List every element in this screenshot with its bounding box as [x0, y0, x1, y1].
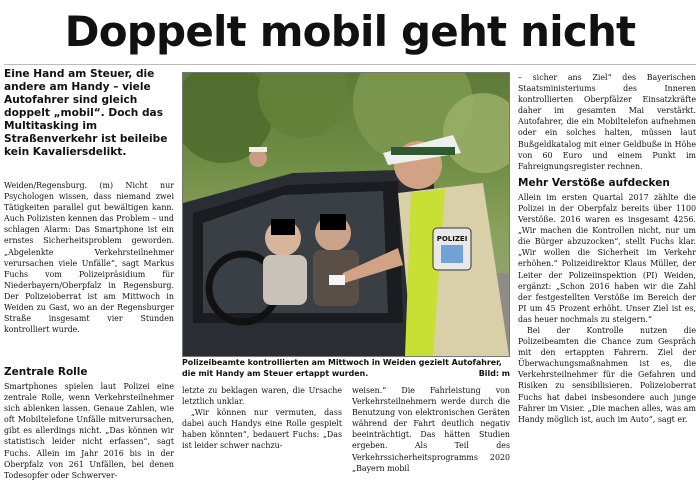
photo-credit: Bild: m	[478, 368, 510, 378]
subhead-mehr-verstoesse: Mehr Verstöße aufdecken	[518, 176, 670, 189]
col3-paragraph: weisen.“ Die Fahrleistung von Verkehrsteilnehmern werde durch die Benutzung von elektronischen Geräten während der Fahrt deutlich negativ beeinträchtigt. Das hätten Studien ergeben. Als Teil des Verkehrssicherheitsprogramms 2020 „Bayern mobil	[352, 386, 510, 473]
intro-paragraph: Weiden/Regensburg. (m) Nicht nur Psychologen wissen, dass niemand zwei Tätigkeiten parallel gut bewältigen kann. Auch Polizisten kennen das Problem – und schlagen Alarm: Das Smartphone ist ein ernstes Sicherheitsproblem geworden. „Abgelenkte Verkehrsteilnehmer verursachen viele Unfälle“, sagt Markus Fuchs vom Polizeipräsidium für Niederbayern/Oberpfalz in Regensburg. Der Polizeioberrat ist am Mittwoch in Weiden zu Gast, wo an der Regensburger Straße insgesamt vier Stunden kontrolliert wurde.	[4, 181, 174, 335]
col2-paragraph: letzte zu beklagen waren, die Ursache letztlich unklar.	[182, 386, 342, 407]
lead-paragraph: Eine Hand am Steuer, die andere am Handy – viele Autofahrer sind gleich doppelt „mobil“. Doch das Multitasking im Straßenverkehr ist beileibe kein Kavaliersdelikt.	[4, 68, 168, 158]
column-4	[518, 72, 696, 425]
section2-paragraph-2: Bei der Kontrolle nutzen die Polizeibeamten die Chance zum Gespräch mit den ertappten Fahrern. Ziel der Überwachungsmaßnahmen ist es, die Verkehrsteilnehmer für die Gefahren und Risiken zu sensibilisieren. Polizeioberrat Fuchs hat dabei insbesondere auch junge Fahrer im Visier. „Die machen alles, was am Handy möglich ist, auch im Auto“, sagt er.	[518, 325, 696, 424]
column-3	[352, 385, 510, 474]
top-rule	[4, 64, 696, 65]
column-1-section	[4, 365, 174, 481]
section1-paragraph: Smartphones spielen laut Polizei eine zentrale Rolle, wenn Verkehrsteilnehmer sich ablenken lassen. Genaue Zahlen, wie oft Mobiltelefone Unfälle mitverursachen, gibt es allerdings nicht. „Das können wir statistisch leider nicht erfassen“, sagt Fuchs. Allein im Jahr 2016 bis in der Oberpfalz von 261 Unfällen, bei denen Todesopfer oder Schwerver-	[4, 382, 174, 480]
photo-caption	[182, 358, 510, 379]
column-2	[182, 385, 342, 452]
caption-text: Polizeibeamte kontrollierten am Mittwoch in Weiden gezielt Autofahrer, die mit Handy am Steuer ertappt wurden.	[182, 358, 502, 378]
headline: Doppelt mobil geht nicht	[64, 7, 636, 56]
col4-paragraph: – sicher ans Ziel“ des Bayerischen Staatsministeriums des Inneren kontrollierten Oberpfälzer Einsatzkräfte daher im gesamten Mai verstärkt. Autofahrer, die ein Mobiltelefon aufnehmen oder ein solches halten, müssen laut Bußgeldkatalog mit einer Geldbuße in Höhe von 60 Euro und einem Punkt im Fahreignungsregister rechnen.	[518, 73, 696, 171]
photo-badge-text: POLIZEI	[436, 235, 468, 243]
section2-paragraph: Allein im ersten Quartal 2017 zählte die Polizei in der Oberpfalz bereits über 1100 Verstöße. 2016 waren es insgesamt 4256. „Wir machen die Kontrollen nicht, nur um die Bürger abzuzocken“, stellt Fuchs klar. „Wir wollen die Sicherheit im Verkehr erhöhen.“ Polizeidirektor Klaus Müller, der Leiter der Polizeiinspektion (PI) Weiden, ergänzt: „Schon 2016 haben wir die Zahl der festgestellten Verstöße im Bereich der PI um 45 Prozent erhöht. Unser Ziel ist es, das heuer nochmals zu steigern.“	[518, 192, 696, 324]
column-1	[4, 180, 174, 335]
police-car-photo-illustration	[183, 73, 509, 356]
col2-quote: „Wir können nur vermuten, dass dabei auch Handys eine Rolle gespielt haben könnten“, bedauert Fuchs: „Das ist leider schwer nachzu-	[182, 408, 342, 451]
news-photo	[182, 72, 510, 357]
subhead-zentrale-rolle: Zentrale Rolle	[4, 366, 88, 378]
